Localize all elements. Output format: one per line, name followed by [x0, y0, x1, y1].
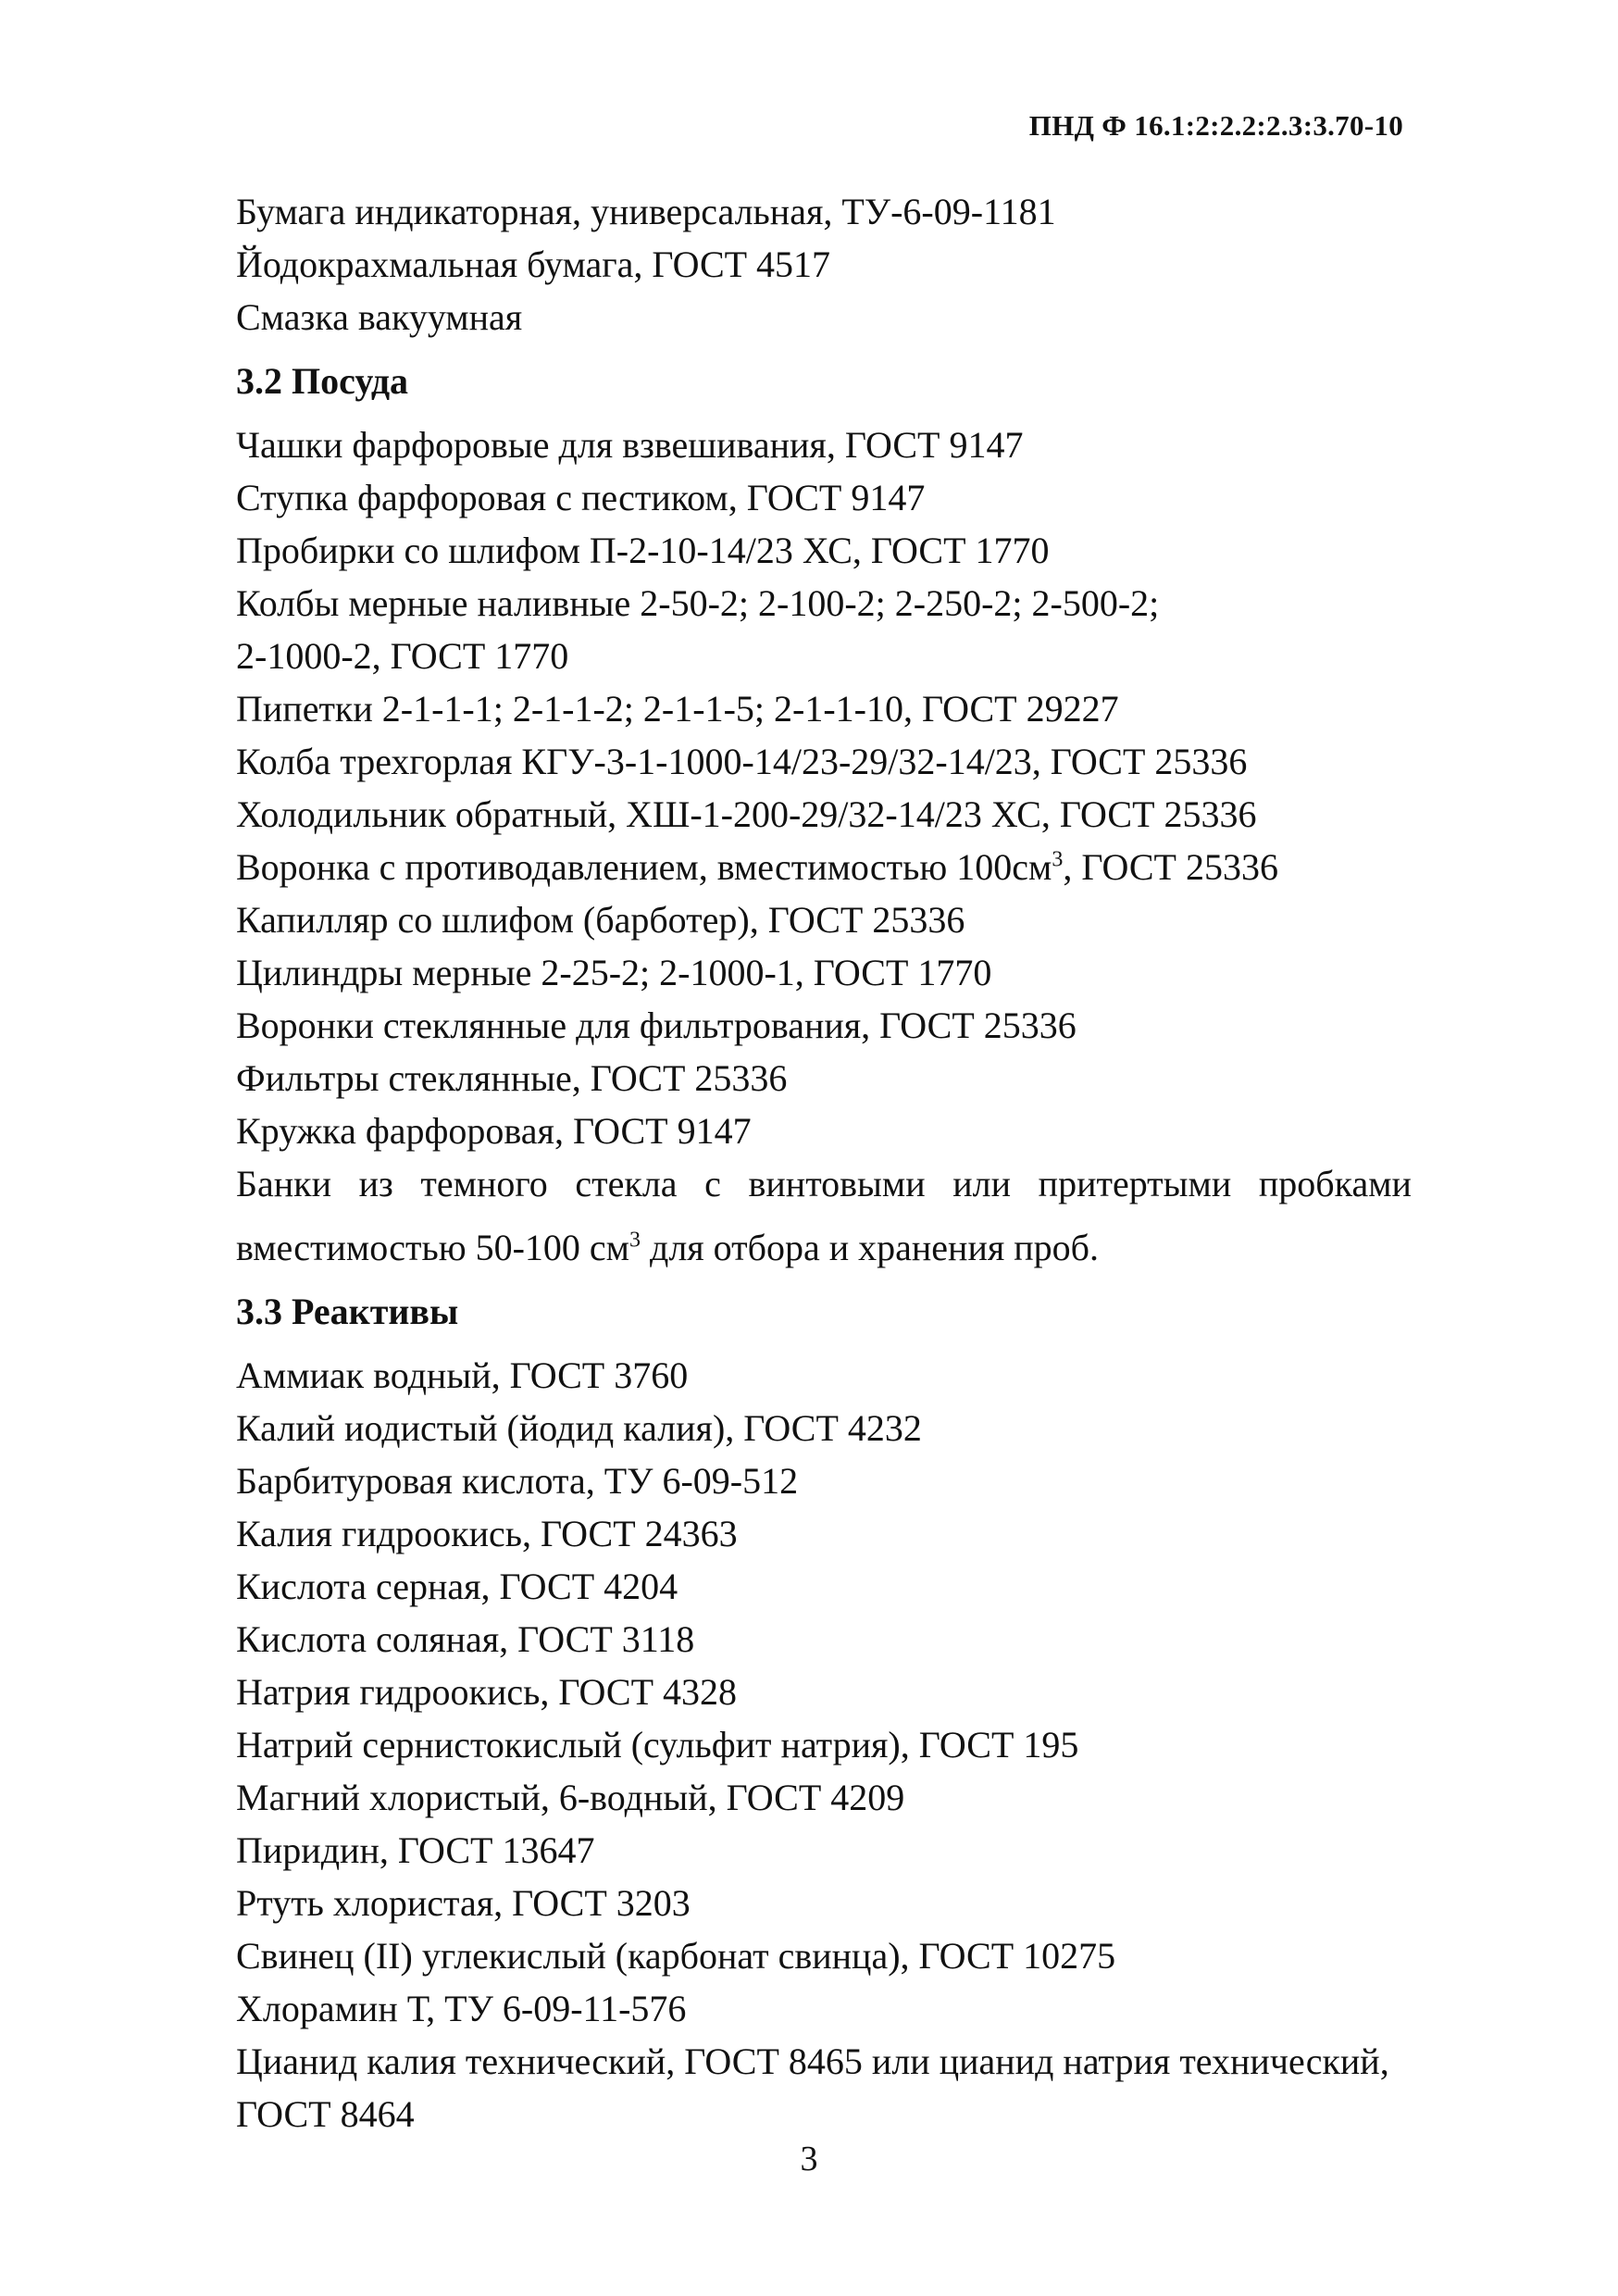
list-item: Смазка вакуумная [236, 296, 523, 338]
word: или [952, 1163, 1012, 1204]
list-item: Цилиндры мерные 2-25-2; 2-1000-1, ГОСТ 1770 [236, 952, 992, 993]
list-item: Натрия гидроокись, ГОСТ 4328 [236, 1671, 737, 1713]
glassware-list [236, 418, 1412, 1274]
list-item: ГОСТ 8464 [236, 2093, 415, 2135]
list-item: Барбитуровая кислота, ТУ 6-09-512 [236, 1460, 799, 1502]
word: винтовыми [748, 1163, 926, 1204]
list-item: Колба трехгорлая КГУ-3-1-1000-14/23-29/32-14/23, ГОСТ 25336 [236, 741, 1248, 782]
word: темного [420, 1163, 548, 1204]
list-item: Фильтры стеклянные, ГОСТ 25336 [236, 1057, 788, 1099]
list-item: Хлорамин Т, ТУ 6-09-11-576 [236, 1988, 687, 2029]
list-item: Йодокрахмальная бумага, ГОСТ 4517 [236, 243, 831, 285]
list-item-funnel [236, 841, 1412, 893]
list-item: Бумага индикаторная, универсальная, ТУ-6-09-1181 [236, 191, 1056, 232]
word: пробками [1258, 1163, 1412, 1204]
word: притертыми [1038, 1163, 1232, 1204]
list-item: Ртуть хлористая, ГОСТ 3203 [236, 1882, 691, 1924]
superscript: 3 [629, 1228, 641, 1253]
list-item: Натрий сернистокислый (сульфит натрия), ГОСТ 195 [236, 1724, 1079, 1766]
section-heading-glassware: 3.2 Посуда [236, 360, 409, 402]
list-item: Аммиак водный, ГОСТ 3760 [236, 1354, 689, 1396]
funnel-text: Воронка с противодавлением, вместимостью 100см [236, 846, 1052, 888]
superscript: 3 [1052, 847, 1064, 872]
list-item: Чашки фарфоровые для взвешивания, ГОСТ 9147 [236, 424, 1024, 466]
word: Банки [236, 1163, 331, 1204]
list-item: Пиридин, ГОСТ 13647 [236, 1829, 595, 1871]
word: из [358, 1163, 393, 1204]
list-item: Пипетки 2-1-1-1; 2-1-1-2; 2-1-1-5; 2-1-1-10, ГОСТ 29227 [236, 688, 1119, 730]
reagents-list [236, 1349, 1412, 2140]
section-heading-reagents: 3.3 Реактивы [236, 1291, 459, 1332]
list-item: Магний хлористый, 6-водный, ГОСТ 4209 [236, 1777, 905, 1818]
list-item: Воронки стеклянные для фильтрования, ГОСТ 25336 [236, 1004, 1077, 1046]
document-body [236, 185, 1412, 2140]
list-item: Капилляр со шлифом (барботер), ГОСТ 25336 [236, 899, 965, 941]
list-item: Свинец (II) углекислый (карбонат свинца), ГОСТ 10275 [236, 1935, 1116, 1977]
list-item: Кислота соляная, ГОСТ 3118 [236, 1618, 695, 1660]
funnel-standard: , ГОСТ 25336 [1063, 846, 1278, 888]
list-item-jars [236, 1157, 1412, 1210]
intro-list [236, 185, 1412, 343]
document-code-header: ПНД Ф 16.1:2:2.2:2.3:3.70-10 [1028, 109, 1403, 142]
jars-purpose: для отбора и хранения проб. [640, 1227, 1100, 1268]
list-item: Калия гидроокись, ГОСТ 24363 [236, 1513, 738, 1554]
list-item: Кислота серная, ГОСТ 4204 [236, 1566, 678, 1607]
list-item-jars-continued [236, 1221, 1412, 1274]
list-item: Пробирки со шлифом П-2-10-14/23 ХС, ГОСТ 1770 [236, 530, 1050, 571]
word: с [704, 1163, 721, 1204]
list-item: Холодильник обратный, ХШ-1-200-29/32-14/23 ХС, ГОСТ 25336 [236, 793, 1257, 835]
list-item: Колбы мерные наливные 2-50-2; 2-100-2; 2-250-2; 2-500-2; [236, 582, 1160, 624]
jars-capacity: вместимостью 50-100 см [236, 1227, 629, 1268]
list-item: Цианид калия технический, ГОСТ 8465 или цианид натрия технический, [236, 2040, 1389, 2082]
list-item: Калий иодистый (йодид калия), ГОСТ 4232 [236, 1407, 922, 1449]
list-item: Ступка фарфоровая с пестиком, ГОСТ 9147 [236, 477, 926, 518]
page-number: 3 [800, 2140, 818, 2178]
word: стекла [575, 1163, 678, 1204]
list-item: 2-1000-2, ГОСТ 1770 [236, 635, 569, 677]
list-item: Кружка фарфоровая, ГОСТ 9147 [236, 1110, 752, 1152]
